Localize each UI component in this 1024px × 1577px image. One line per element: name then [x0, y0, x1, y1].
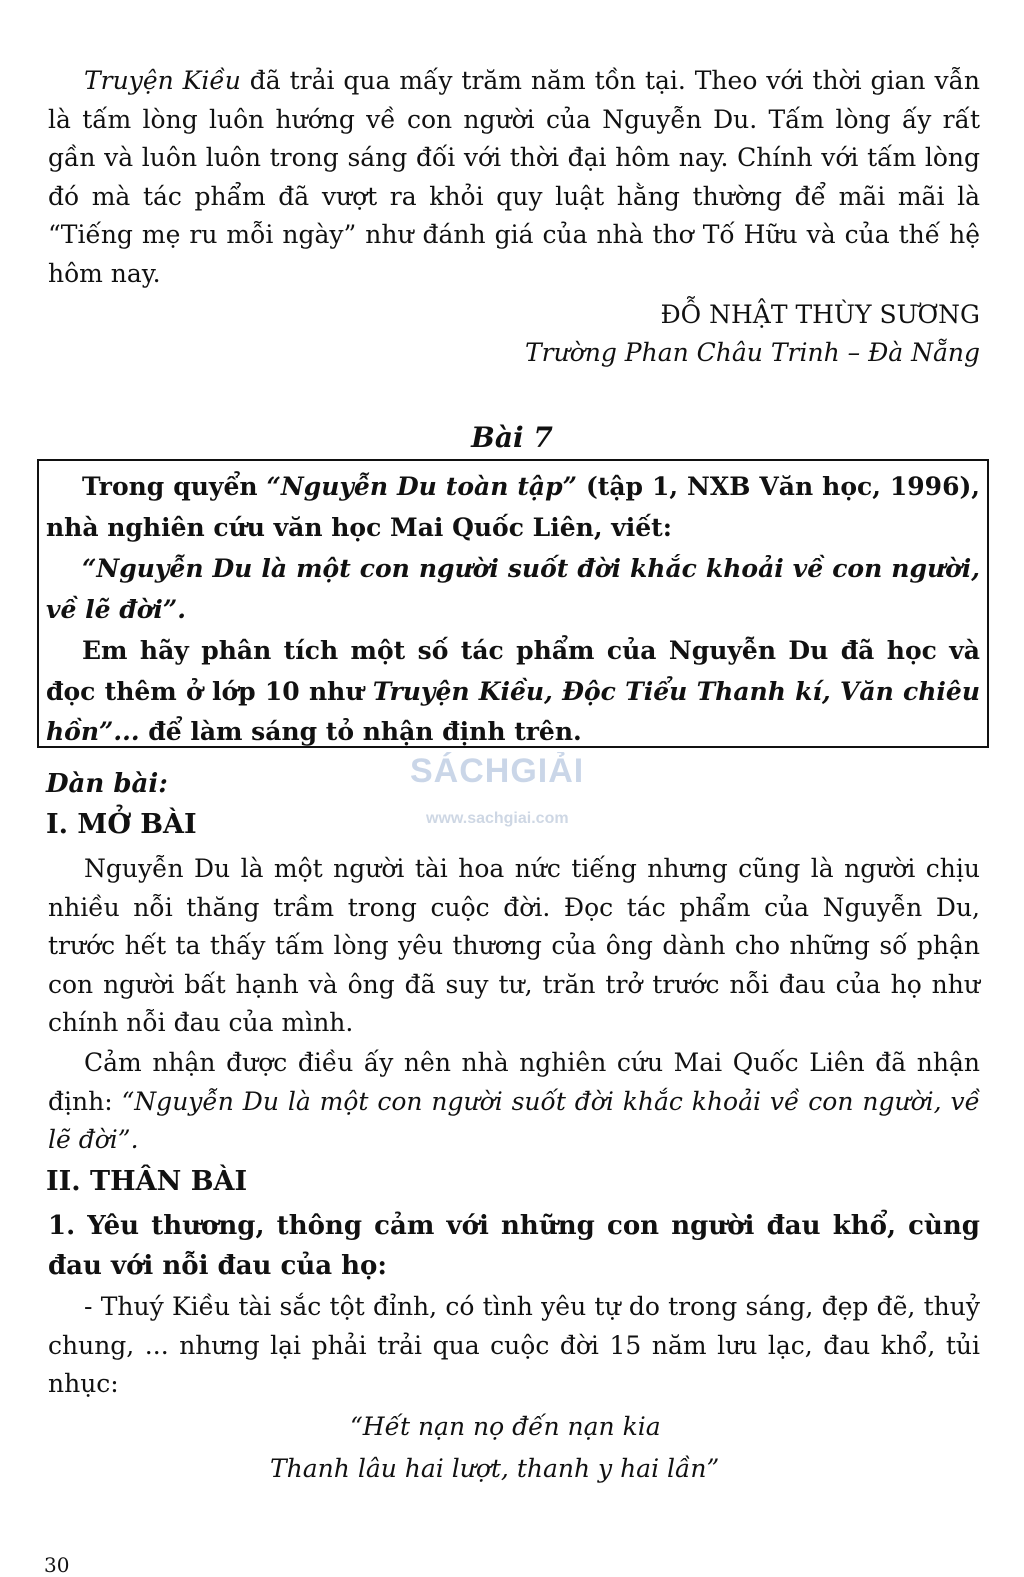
section1-paragraph-2 [48, 1044, 980, 1160]
assignment-quote: “Nguyễn Du là một con người suốt đời khắc khoải về con người, về lẽ đời”. [46, 554, 980, 624]
intro-text: đã trải qua mấy trăm năm tồn tại. Theo với thời gian vẫn là tấm lòng luôn hướng về con người của Nguyễn Du. Tấm lòng ấy rất gần và luôn luôn trong sáng đối với thời đại hôm nay. Chính với tấm lòng đó mà tác phẩm đã vượt ra khỏi quy luật hằng thường để mãi mãi là “Tiếng mẹ ru mỗi ngày” như đánh giá của nhà thơ Tố Hữu và của thế hệ hôm nay. [48, 66, 980, 288]
section1-paragraph-1: Nguyễn Du là một người tài hoa nức tiếng nhưng cũng là người chịu nhiều nỗi thăng trầm trong cuộc đời. Đọc tác phẩm của Nguyễn Du, trước hết ta thấy tấm lòng yêu thương của ông dành cho những số phận con người bất hạnh và ông đã suy tư, trăn trở trước nỗi đau của họ như chính nỗi đau của mình. [48, 854, 980, 1038]
assignment-book-title: “Nguyễn Du toàn tập” [266, 472, 577, 501]
sachgiai-watermark [410, 752, 620, 842]
assignment-task-a: Em hãy phân tích một số tác phẩm của Nguyễn Du đã học và đọc thêm ở lớp 10 như [46, 636, 980, 706]
section1-paragraph-2-quote: “Nguyễn Du là một con người suốt đời khắc khoải về con người, về lẽ đời”. [48, 1086, 980, 1155]
section-heading-body: II. THÂN BÀI [46, 1166, 248, 1197]
author-name: ĐỖ NHẬT THÙY SƯƠNG [660, 300, 980, 329]
assignment-intro-b: (tập 1, NXB Văn học, 1996), nhà nghiên cứu văn học Mai Quốc Liên, viết: [46, 472, 981, 542]
verse-line-2: Thanh lâu hai lượt, thanh y hai lần” [270, 1454, 720, 1483]
lesson-title: Bài 7 [471, 421, 553, 454]
page-number: 30 [44, 1553, 70, 1577]
watermark-logo: SÁCHGIẢI [410, 752, 585, 790]
assignment-intro [46, 467, 980, 548]
watermark-url: www.sachgiai.com [426, 810, 569, 827]
intro-paragraph [48, 62, 980, 294]
intro-title: Truyện Kiều [84, 66, 241, 95]
outline-label: Dàn bài: [46, 769, 168, 799]
assignment-task-b: để làm sáng tỏ nhận định trên. [139, 717, 582, 747]
verse-line-1: “Hết nạn nọ đến nạn kia [350, 1412, 661, 1441]
assignment-intro-a: Trong quyển [82, 472, 267, 501]
subsection-1-paragraph: - Thuý Kiều tài sắc tột đỉnh, có tình yêu tự do trong sáng, đẹp đẽ, thuỷ chung, ... nhưng lại phải trải qua cuộc đời 15 năm lưu lạc, đau khổ, tủi nhục: [48, 1292, 980, 1399]
author-school: Trường Phan Châu Trinh – Đà Nẵng [524, 338, 980, 367]
assignment-works: Truyện Kiều, Độc Tiểu Thanh kí, Văn chiêu hồn”... [46, 676, 981, 747]
assignment-task [46, 631, 980, 753]
section1-paragraph-2-text: Cảm nhận được điều ấy nên nhà nghiên cứu Mai Quốc Liên đã nhận định: [48, 1048, 980, 1116]
section-heading-intro: I. MỞ BÀI [46, 809, 197, 840]
subsection-heading-1: 1. Yêu thương, thông cảm với những con người đau khổ, cùng đau với nỗi đau của họ: [48, 1211, 980, 1281]
